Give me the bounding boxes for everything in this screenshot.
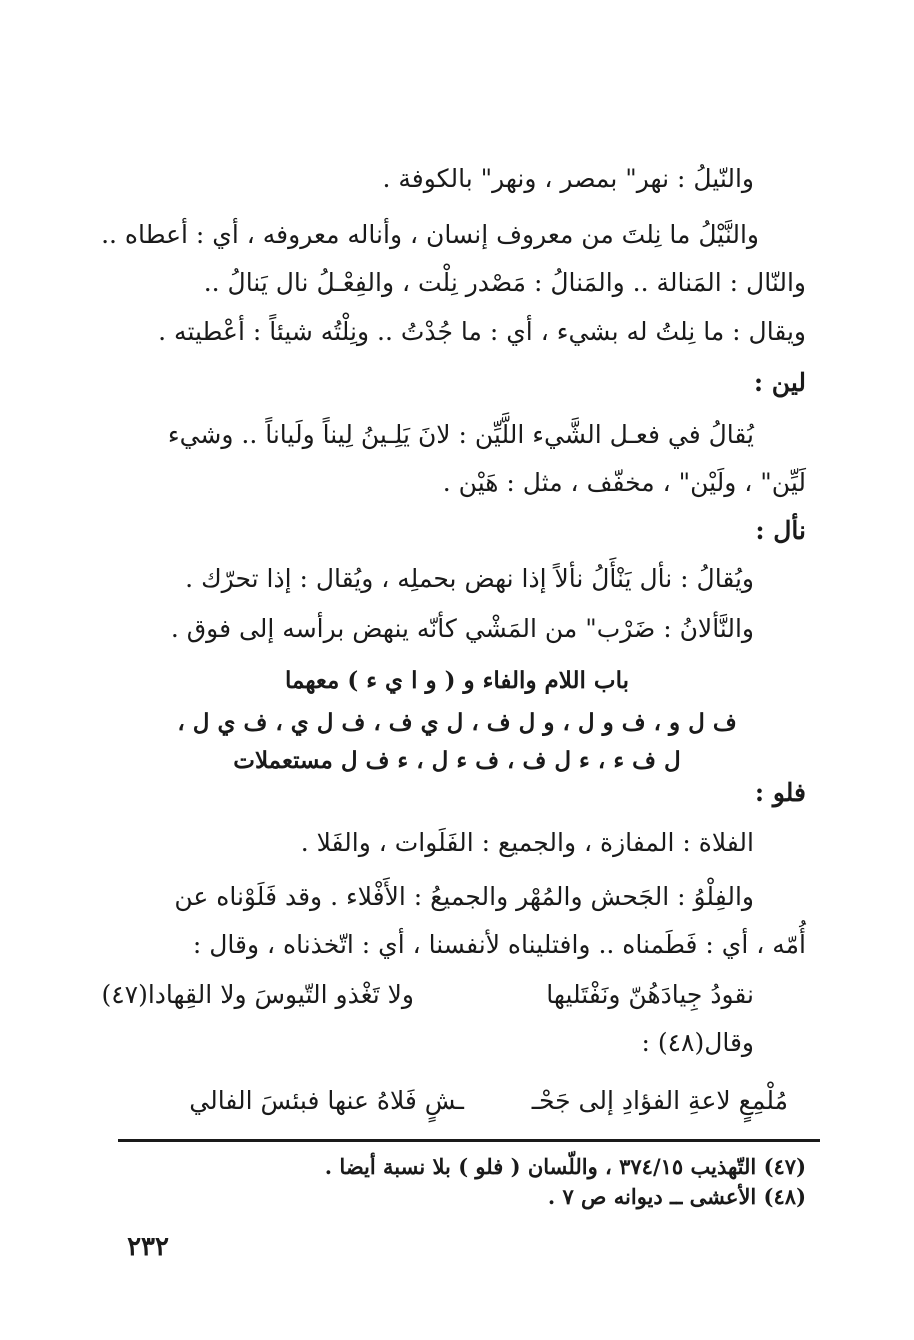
- entry-heading-nal: نأل :: [755, 516, 806, 545]
- text-line-11: أُمّه ، أي : فَطَمناه .. وافتليناه لأنفسنا ، أي : اتّخذناه ، وقال :: [192, 930, 806, 959]
- verse-2-first-hemistich: مُلْمِعٍ لاعةِ الفؤادِ إلى جَحْـ: [531, 1086, 788, 1115]
- chapter-roots-line-2: ل ف ء ، ء ل ف ، ف ء ل ، ء ف ل مستعملات: [233, 747, 681, 774]
- chapter-title: باب اللام والفاء و ( و ا ي ء ) معهما: [285, 667, 629, 694]
- text-line-9: الفلاة : المفازة ، والجميع : الفَلَوات ، والفَلا .: [300, 828, 754, 857]
- footnote-48: (٤٨) الأعشى ــ ديوانه ص ٧ .: [547, 1184, 806, 1209]
- entry-heading-lin: لين :: [753, 368, 806, 397]
- page-number: ٢٣٢: [127, 1232, 169, 1262]
- text-line-10: والفِلْوُ : الجَحش والمُهْر والجميعُ : الأَفْلاء . وقد فَلَوْناه عن: [174, 882, 754, 911]
- entry-heading-falw: فلو :: [754, 778, 806, 807]
- text-line-5: يُقالُ في فعـل الشَّيء اللَّيِّن : لانَ يَلِـينُ لِيناً ولَياناً .. وشيء: [167, 420, 754, 449]
- text-line-8: والنَّألانُ : ضَرْب" من المَشْي كأنّه ينهض برأسه إلى فوق .: [170, 614, 754, 643]
- text-line-1: والنّيلُ : نهر" بمصر ، ونهر" بالكوفة .: [382, 164, 754, 193]
- text-line-7: ويُقالُ : نأل يَنْأَلُ نألاً إذا نهض بحملِه ، ويُقال : إذا تحرّك .: [185, 564, 754, 593]
- text-line-2: والنَّيْلُ ما نِلتَ من معروف إنسان ، وأناله معروفه ، أي : أعطاه ..: [101, 220, 759, 249]
- verse-1-second-hemistich: ولا تَغْذو التّيوسَ ولا القِهادا(٤٧): [101, 980, 414, 1009]
- footnote-47: (٤٧) التّهذيب ٣٧٤/١٥ ، واللّسان ( فلو ) بلا نسبة أيضا .: [324, 1154, 806, 1179]
- text-line-6: لَيِّن" ، ولَيْن" ، مخفّف ، مثل : هَيْن .: [442, 468, 806, 497]
- verse-2-second-hemistich: ـشٍ فَلاهُ عنها فبئسَ الفالي: [189, 1086, 464, 1115]
- text-line-13: وقال(٤٨) :: [641, 1028, 754, 1057]
- chapter-roots-line-1: ف ل و ، ف و ل ، و ل ف ، ل ي ف ، ف ل ي ، ف ي ل ،: [177, 709, 737, 736]
- footnote-divider: [118, 1139, 820, 1142]
- text-line-3: والنّال : المَنالة .. والمَنالُ : مَصْدر نِلْت ، والفِعْـلُ نال يَنالُ ..: [203, 268, 806, 297]
- verse-1-first-hemistich: نقودُ جِيادَهُنّ ونَفْتَليها: [546, 980, 754, 1009]
- text-line-4: ويقال : ما نِلتُ له بشيء ، أي : ما جُدْتُ .. ونِلْتُه شيئاً : أعْطيته .: [158, 317, 806, 346]
